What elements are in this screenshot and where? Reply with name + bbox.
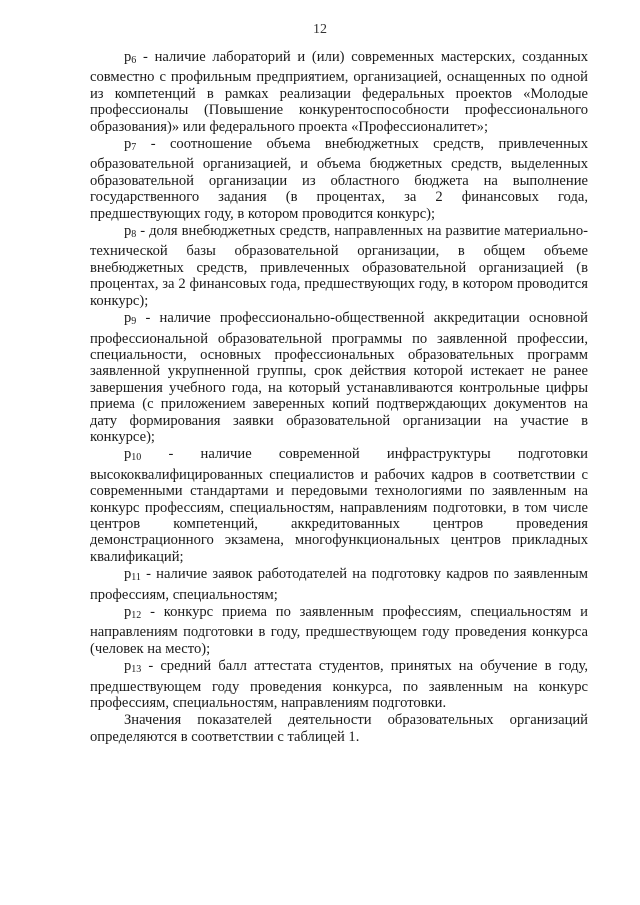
indicator-label: р xyxy=(124,604,132,620)
paragraph-p9 xyxy=(90,310,588,445)
indicator-subscript: 13 xyxy=(131,664,142,676)
paragraph-p13 xyxy=(90,658,588,711)
paragraph-text: - наличие профессионально-общественной аккредитации основной профессиональной образовательной программы по заявленной профессии, специальности, основных профессиональных образовательных программ заявленной укрупненной группы, срок действия которой истекает не ранее завершения учебного года, на который устанавливаются контрольные цифры приема (с приложением заверенных копий подтверждающих документов на дату формирования заявки образовательной организации на участие в конкурсе); xyxy=(90,310,588,445)
indicator-label: р xyxy=(124,310,132,327)
paragraph-text: - соотношение объема внебюджетных средств, привлеченных образовательной организацией, и объема бюджетных средств, выделенных образовательной организации из областного бюджета на выполнение государственного задания (в процентах, за 2 финансовых года, предшествующих году, в котором проводится конкурс); xyxy=(90,136,588,222)
page-number: 12 xyxy=(313,22,327,37)
paragraph-p10 xyxy=(90,446,588,565)
paragraph-text: - доля внебюджетных средств, направленных на развитие материально-технической базы образовательной организации, в общем объеме внебюджетных средств, привлеченных образовательной организацией (в процентах, за 2 финансовых года, предшествующих году, в котором проводится конкурс); xyxy=(90,223,588,309)
paragraph-text: - средний балл аттестата студентов, принятых на обучение в году, предшествующем году проведения конкурса, по заявленным на конкурс профессиям, специальностям, направлениям подготовки. xyxy=(90,658,588,712)
indicator-label: р xyxy=(124,446,132,463)
indicator-subscript: 7 xyxy=(131,142,137,154)
indicator-label: р xyxy=(124,223,132,240)
indicator-subscript: 8 xyxy=(131,229,137,241)
indicator-subscript: 10 xyxy=(131,452,142,464)
document-body xyxy=(90,49,588,745)
indicator-subscript: 12 xyxy=(131,610,142,621)
paragraph-text: - конкурс приема по заявленным профессиям, специальностям и направлениям подготовки в году, предшествующем году проведения конкурса (человек на место); xyxy=(90,604,588,657)
indicator-subscript: 11 xyxy=(131,572,141,584)
paragraph-p6 xyxy=(90,49,588,135)
paragraph-p7 xyxy=(90,136,588,222)
paragraph-p8 xyxy=(90,223,588,309)
paragraph-text: - наличие лабораторий и (или) современных мастерских, созданных совместно с профильным предприятием, организацией, оснащенных по одной из компетенций в рамках реализации федеральных проектов «Молодые профессионалы (Повышение конкурентоспособности профессионального образования)» или федерального проекта «Профессионалитет»; xyxy=(90,49,588,135)
indicator-label: р xyxy=(124,49,132,65)
paragraph-text: - наличие заявок работодателей на подготовку кадров по заявленным профессиям, специальностям; xyxy=(90,566,588,603)
paragraph-conclusion xyxy=(90,712,588,745)
indicator-subscript: 6 xyxy=(131,55,137,66)
paragraph-p12 xyxy=(90,604,588,657)
indicator-label: р xyxy=(124,566,132,583)
paragraph-text: Значения показателей деятельности образовательных организаций определяются в соответствии с таблицей 1. xyxy=(90,712,588,745)
paragraph-p11 xyxy=(90,566,588,603)
indicator-label: р xyxy=(124,136,132,153)
indicator-subscript: 9 xyxy=(131,316,137,328)
paragraph-text: - наличие современной инфраструктуры подготовки высококвалифицированных специалистов и рабочих кадров в соответствии с современными стандартами и передовыми технологиями по заявленным на конкурс профессиям, специальностям, направлениям подготовки, в том числе центров компетенций, аккредитованных центров проведения демонстрационного экзамена, многофункциональных центров прикладных квалификаций; xyxy=(90,446,588,565)
indicator-label: р xyxy=(124,658,132,675)
